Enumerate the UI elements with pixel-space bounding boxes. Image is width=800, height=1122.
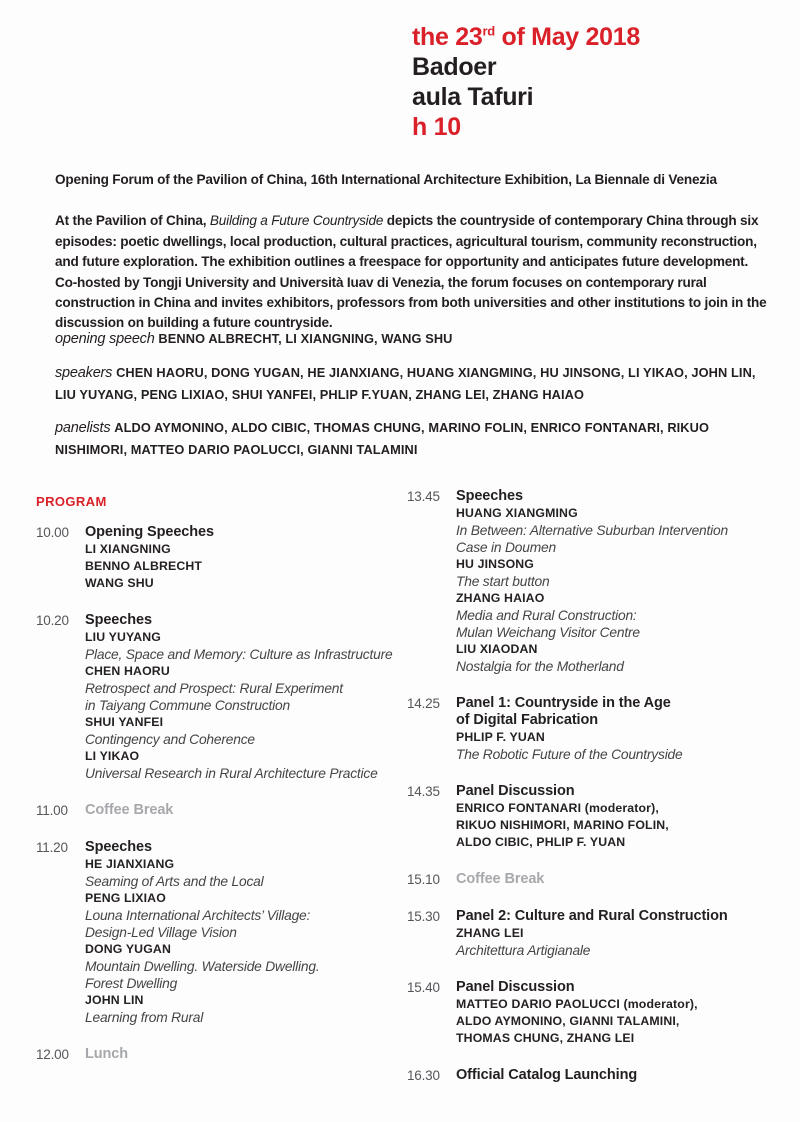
speaker-name: CHEN HAORU [85, 664, 170, 678]
entry-title: Lunch [85, 1046, 128, 1062]
program-entry [407, 783, 772, 851]
speaker-name: PHLIP F. YUAN [456, 730, 545, 744]
entry-title: Panel Discussion [456, 979, 575, 995]
entry-title: of Digital Fabrication [456, 712, 599, 728]
entry-title: Panel Discussion [456, 783, 575, 799]
entry-title: Panel 2: Culture and Rural Construction [456, 908, 728, 924]
entry-time: 16.30 [407, 1068, 440, 1083]
talk-title: Media and Rural Construction: [456, 608, 637, 623]
speaker-name: ZHANG HAIAO [456, 591, 545, 605]
entry-title: Speeches [85, 839, 152, 855]
speaker-name: JOHN LIN [85, 993, 144, 1007]
talk-title: Universal Research in Rural Architecture Practice [85, 766, 378, 781]
speaker-name: THOMAS CHUNG, ZHANG LEI [456, 1031, 635, 1045]
talk-title: Architettura Artigianale [456, 943, 591, 958]
entry-time: 11.20 [36, 840, 68, 855]
entry-title: Panel 1: Countryside in the Age [456, 695, 671, 711]
entry-content [85, 1046, 401, 1063]
credit-role: opening speech [55, 331, 159, 347]
program-entry [407, 908, 772, 959]
talk-title: In Between: Alternative Suburban Intervention [456, 523, 728, 538]
speaker-name: ALDO CIBIC, PHLIP F. YUAN [456, 835, 626, 849]
entry-title: Official Catalog Launching [456, 1067, 638, 1083]
speaker-name: HE JIANXIANG [85, 857, 175, 871]
exhibition-name: Building a Future Countryside [209, 213, 384, 229]
entry-title: Opening Speeches [85, 524, 214, 540]
intro-text-after: depicts the countryside of contemporary China through six episodes: poetic dwellings, local production, cultural practices, agricultural tourism, community reconstruction, and future exploration. The exhibition outlines a freespace for opportunity and anticipates future development. Co-hosted by Tongji University and Università Iuav di Venezia, the forum focuses on contemporary rural construction in China and invites exhibitors, professors from both universities and other institutions to join in the discussion on building a future countryside. [55, 213, 767, 331]
talk-title: Contingency and Coherence [85, 732, 255, 747]
talk-title: Louna International Architects’ Village: [85, 908, 311, 923]
forum-title: Opening Forum of the Pavilion of China, 16th International Architecture Exhibition, La Biennale di Venezia [55, 172, 717, 187]
intro-section [55, 170, 770, 334]
event-hour: h 10 [412, 113, 461, 141]
credit-names: CHEN HAORU, DONG YUGAN, HE JIANXIANG, HUANG XIANGMING, HU JINSONG, LI YIKAO, JOHN LIN, LIU YUYANG, PENG LIXIAO, SHUI YANFEI, PHLIP F.YUAN, ZHANG LEI, ZHANG HAIAO [55, 365, 756, 402]
talk-title: Case in Doumen [456, 540, 556, 555]
speaker-name: PENG LIXIAO [85, 891, 166, 905]
speaker-name: SHUI YANFEI [85, 715, 164, 729]
speaker-name: MATTEO DARIO PAOLUCCI (moderator), [456, 997, 698, 1011]
date-ordinal-suffix: rd [482, 23, 495, 39]
entry-content [456, 695, 772, 763]
talk-title: Place, Space and Memory: Culture as Infrastructure [85, 647, 393, 662]
entry-time: 12.00 [36, 1047, 69, 1062]
talk-title: The start button [456, 574, 550, 589]
talk-title: Mulan Weichang Visitor Centre [456, 625, 640, 640]
program-entry [36, 1046, 401, 1063]
entry-time: 11.00 [36, 803, 68, 818]
speaker-name: ENRICO FONTANARI (moderator), [456, 801, 659, 815]
credit-row [55, 417, 770, 460]
entry-time: 14.25 [407, 696, 440, 711]
program-entry [36, 524, 401, 592]
entry-content [85, 612, 401, 782]
program-column-left [36, 524, 401, 1083]
entry-title: Speeches [85, 612, 152, 628]
event-room: aula Tafuri [412, 83, 534, 111]
entry-time: 10.00 [36, 525, 69, 540]
speaker-name: LIU YUYANG [85, 630, 161, 644]
credit-role: speakers [55, 365, 117, 381]
speaker-name: BENNO ALBRECHT [85, 559, 203, 573]
entry-time: 14.35 [407, 784, 440, 799]
entry-time: 15.30 [407, 909, 440, 924]
program-entry [407, 1067, 772, 1084]
entry-content [85, 802, 401, 819]
talk-title: Mountain Dwelling. Waterside Dwelling. [85, 959, 320, 974]
speaker-name: HU JINSONG [456, 557, 535, 571]
entry-time: 10.20 [36, 613, 69, 628]
talk-title: Nostalgia for the Motherland [456, 659, 624, 674]
credit-role: panelists [55, 420, 115, 436]
entry-time: 15.10 [407, 872, 440, 887]
entry-time: 15.40 [407, 980, 440, 995]
program-entry [36, 802, 401, 819]
entry-content [85, 839, 401, 1026]
event-venue: Badoer [412, 53, 497, 81]
speaker-name: LI XIANGNING [85, 542, 171, 556]
entry-content [456, 488, 772, 675]
talk-title: Design-Led Village Vision [85, 925, 237, 940]
entry-time: 13.45 [407, 489, 440, 504]
entry-content [456, 908, 772, 959]
program-entry [36, 839, 401, 1026]
entry-content [456, 979, 772, 1047]
program-entry [407, 979, 772, 1047]
speaker-name: DONG YUGAN [85, 942, 171, 956]
talk-title: Retrospect and Prospect: Rural Experiment [85, 681, 343, 696]
program-entry [407, 871, 772, 888]
credit-row [55, 328, 770, 350]
entry-content [456, 1067, 772, 1084]
entry-title: Coffee Break [456, 871, 545, 887]
program-entry [407, 695, 772, 763]
talk-title: Seaming of Arts and the Local [85, 874, 264, 889]
entry-title: Speeches [456, 488, 523, 504]
event-date-text: the 23rd of May 2018 [412, 23, 640, 51]
speaker-name: HUANG XIANGMING [456, 506, 578, 520]
credit-names: BENNO ALBRECHT, LI XIANGNING, WANG SHU [158, 331, 453, 346]
talk-title: Learning from Rural [85, 1010, 204, 1025]
program-label: PROGRAM [36, 494, 107, 509]
speaker-name: ALDO AYMONINO, GIANNI TALAMINI, [456, 1014, 680, 1028]
credits-section [55, 328, 770, 472]
speaker-name: ZHANG LEI [456, 926, 524, 940]
credit-names: ALDO AYMONINO, ALDO CIBIC, THOMAS CHUNG, MARINO FOLIN, ENRICO FONTANARI, RIKUO NISHIMORI, MATTEO DARIO PAOLUCCI, GIANNI TALAMINI [55, 420, 710, 457]
speaker-name: RIKUO NISHIMORI, MARINO FOLIN, [456, 818, 669, 832]
talk-title: The Robotic Future of the Countryside [456, 747, 683, 762]
entry-title: Coffee Break [85, 802, 174, 818]
speaker-name: LIU XIAODAN [456, 642, 538, 656]
intro-paragraph [55, 211, 770, 333]
event-date [412, 22, 640, 52]
entry-content [456, 871, 772, 888]
entry-content [85, 524, 401, 592]
entry-content [456, 783, 772, 851]
program-entry [407, 488, 772, 675]
program-column-right [407, 488, 772, 1104]
program-entry [36, 612, 401, 782]
credit-row [55, 362, 770, 405]
intro-text-before: At the Pavilion of China, [55, 213, 210, 229]
speaker-name: LI YIKAO [85, 749, 140, 763]
talk-title: Forest Dwelling [85, 976, 178, 991]
event-header [412, 22, 640, 142]
speaker-name: WANG SHU [85, 576, 154, 590]
talk-title: in Taiyang Commune Construction [85, 698, 290, 713]
